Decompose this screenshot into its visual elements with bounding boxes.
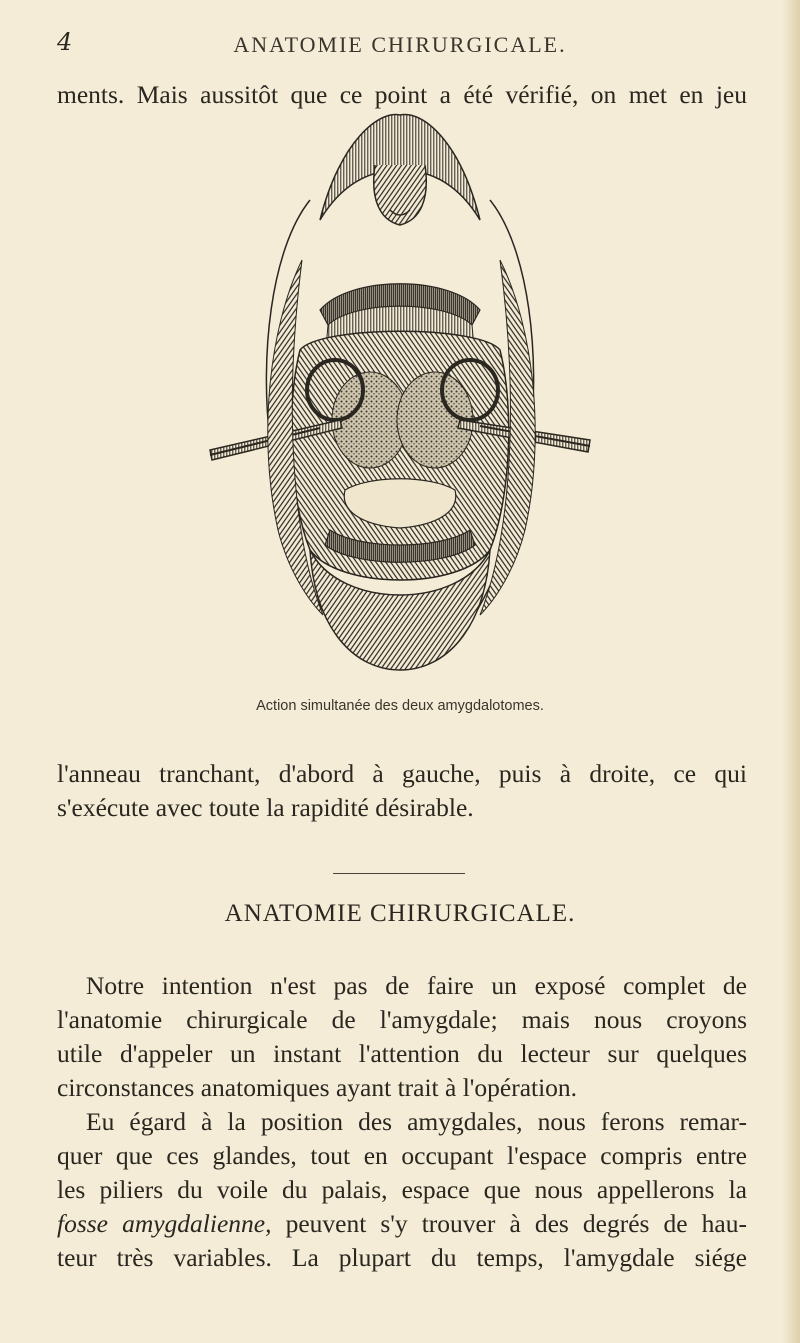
- text-line: quer que ces glandes, tout en occupant l'espace compris entre: [57, 1141, 747, 1170]
- text-line: Notre intention n'est pas de faire un exposé complet de: [86, 971, 747, 1000]
- text-line: les piliers du voile du palais, espace que nous appellerons la: [57, 1175, 747, 1204]
- text-line: circonstances anatomiques ayant trait à l'opération.: [57, 1073, 578, 1102]
- running-head: [0, 28, 800, 64]
- engraving-illustration: [190, 110, 610, 690]
- text-line: l'anatomie chirurgicale de l'amygdale; mais nous croyons: [57, 1005, 747, 1034]
- text-line: [57, 1207, 747, 1241]
- text-line: teur très variables. La plupart du temps, l'amygdale siége: [57, 1243, 747, 1272]
- text-line: l'anneau tranchant, d'abord à gauche, puis à droite, ce qui: [57, 759, 747, 788]
- text-line: Eu égard à la position des amygdales, nous ferons remar-: [86, 1107, 747, 1136]
- text-line: ments. Mais aussitôt que ce point a été vérifié, on met en jeu: [57, 80, 747, 109]
- page-edge-shadow: [782, 0, 800, 1343]
- figure-caption: Action simultanée des deux amygdalotomes.: [256, 698, 544, 714]
- text-line: s'exécute avec toute la rapidité désirable.: [57, 793, 474, 822]
- text-line: utile d'appeler un instant l'attention du lecteur sur quelques: [57, 1039, 747, 1068]
- page-number: 4: [57, 28, 73, 56]
- text-span: peuvent s'y trouver à des degrés de hau-: [271, 1209, 747, 1238]
- italic-term: fosse amygdalienne,: [57, 1209, 272, 1238]
- running-head-title: ANATOMIE CHIRURGICALE.: [233, 32, 567, 57]
- section-title: ANATOMIE CHIRURGICALE.: [224, 900, 576, 927]
- section-divider: [333, 873, 465, 874]
